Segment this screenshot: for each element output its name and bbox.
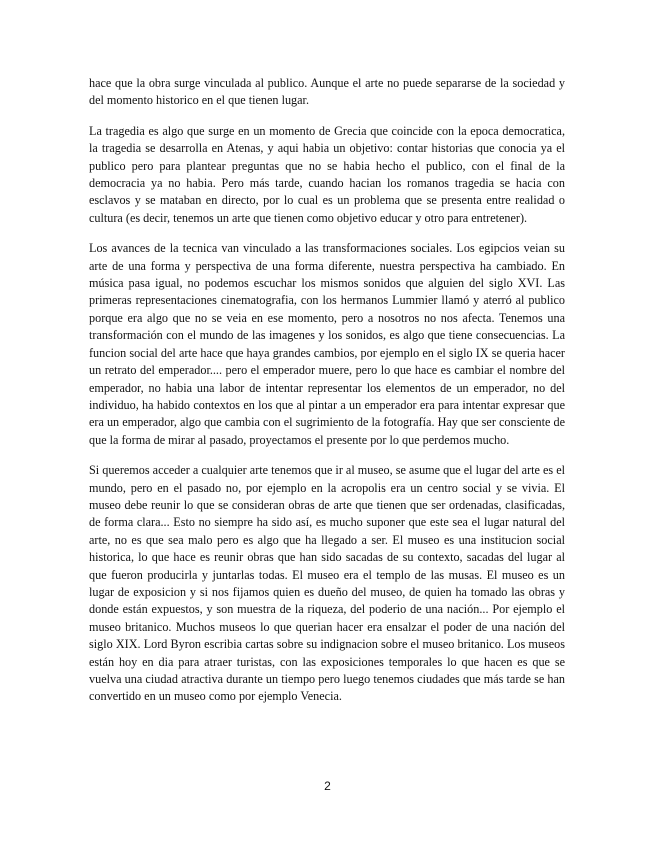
- page-body: [89, 75, 565, 719]
- paragraph-avances-tecnica: Los avances de la tecnica van vinculado a las transformaciones sociales. Los egipcios veian su arte de una forma y perspectiva de una forma diferente, nuestra perspectiva ha cambiado. En música pasa igual, no podemos escuchar los mismos sonidos que alguien del siglo XVI. Las primeras representaciones cinematografia, con los hermanos Lummier llamó y aterró al publico porque era algo que no se veia en ese momento, pero a nosotros no nos afecta. Tenemos una transformación con el mundo de las imagenes y los sonidos, es algo que tiene consecuencias. La funcion social del arte hace que haya grandes cambios, por ejemplo en el siglo IX se queria hacer un retrato del emperador.... pero el emperador muere, pero lo que hace es cambiar el nombre del emperador, no habia una labor de intentar representar los elementos de un emperador, no del individuo, ha habido contextos en los que al pintar a un emperador era para intentar expresar que era un emperador, algo que cambia con el sugrimiento de la fotografía. Hay que ser consciente de que la forma de mirar al pasado, proyectamos el presente por lo que perdemos mucho.: [89, 241, 565, 447]
- paragraph-continuation: hace que la obra surge vinculada al publico. Aunque el arte no puede separarse de la sociedad y del momento historico en el que tienen lugar.: [89, 76, 565, 108]
- paragraph-museo: Si queremos acceder a cualquier arte tenemos que ir al museo, se asume que el lugar del arte es el mundo, pero en el pasado no, por ejemplo en la acropolis era un centro social y se vivia. El museo debe reunir lo que se consideran obras de arte que tienen que ser ordenadas, clasificadas, de forma clara... Esto no siempre ha sido así, es mucho suponer que este sea el lugar natural del arte, no es que sea malo pero es algo que ha llegado a ser. El museo es una institucion social historica, lo que hace es reunir obras que han sido sacadas de su contexto, sacadas del lugar al que fueron producirla y juntarlas todas. El museo era el templo de las musas. El museo es un lugar de exposicion y si nos fijamos quien es dueño del museo, de quien ha tomado las obras y donde están expuestos, y son muestra de la riqueza, del poderio de una nación... Por ejemplo el museo britanico. Muchos museos lo que querian hacer era ensalzar el poder de una nación del siglo XIX. Lord Byron escribia cartas sobre su indignacion sobre el museo britanico. Los museos están hoy en dia para atraer turistas, con las exposiciones temporales lo que hacen es que se vuelva una ciudad atractiva durante un tiempo pero luego tenemos ciudades que más tarde se han convertido en un museo como por ejemplo Venecia.: [89, 463, 565, 704]
- paragraph-tragedia: La tragedia es algo que surge en un momento de Grecia que coincide con la epoca democratica, la tragedia se desarrolla en Atenas, y aqui habia un objetivo: contar historias que conocia ya el publico pero para plantear preguntas que no se habia hecho el publico, con el final de la democracia ya no habia. Pero más tarde, cuando hacian los romanos tragedia se hacia con esclavos y se mataban en directo, por lo cual es un problema que se presenta entre realidad o cultura (es decir, tenemos un arte que tienen como objetivo educar y otro para entretener).: [89, 123, 565, 225]
- page-number: 2: [324, 779, 331, 793]
